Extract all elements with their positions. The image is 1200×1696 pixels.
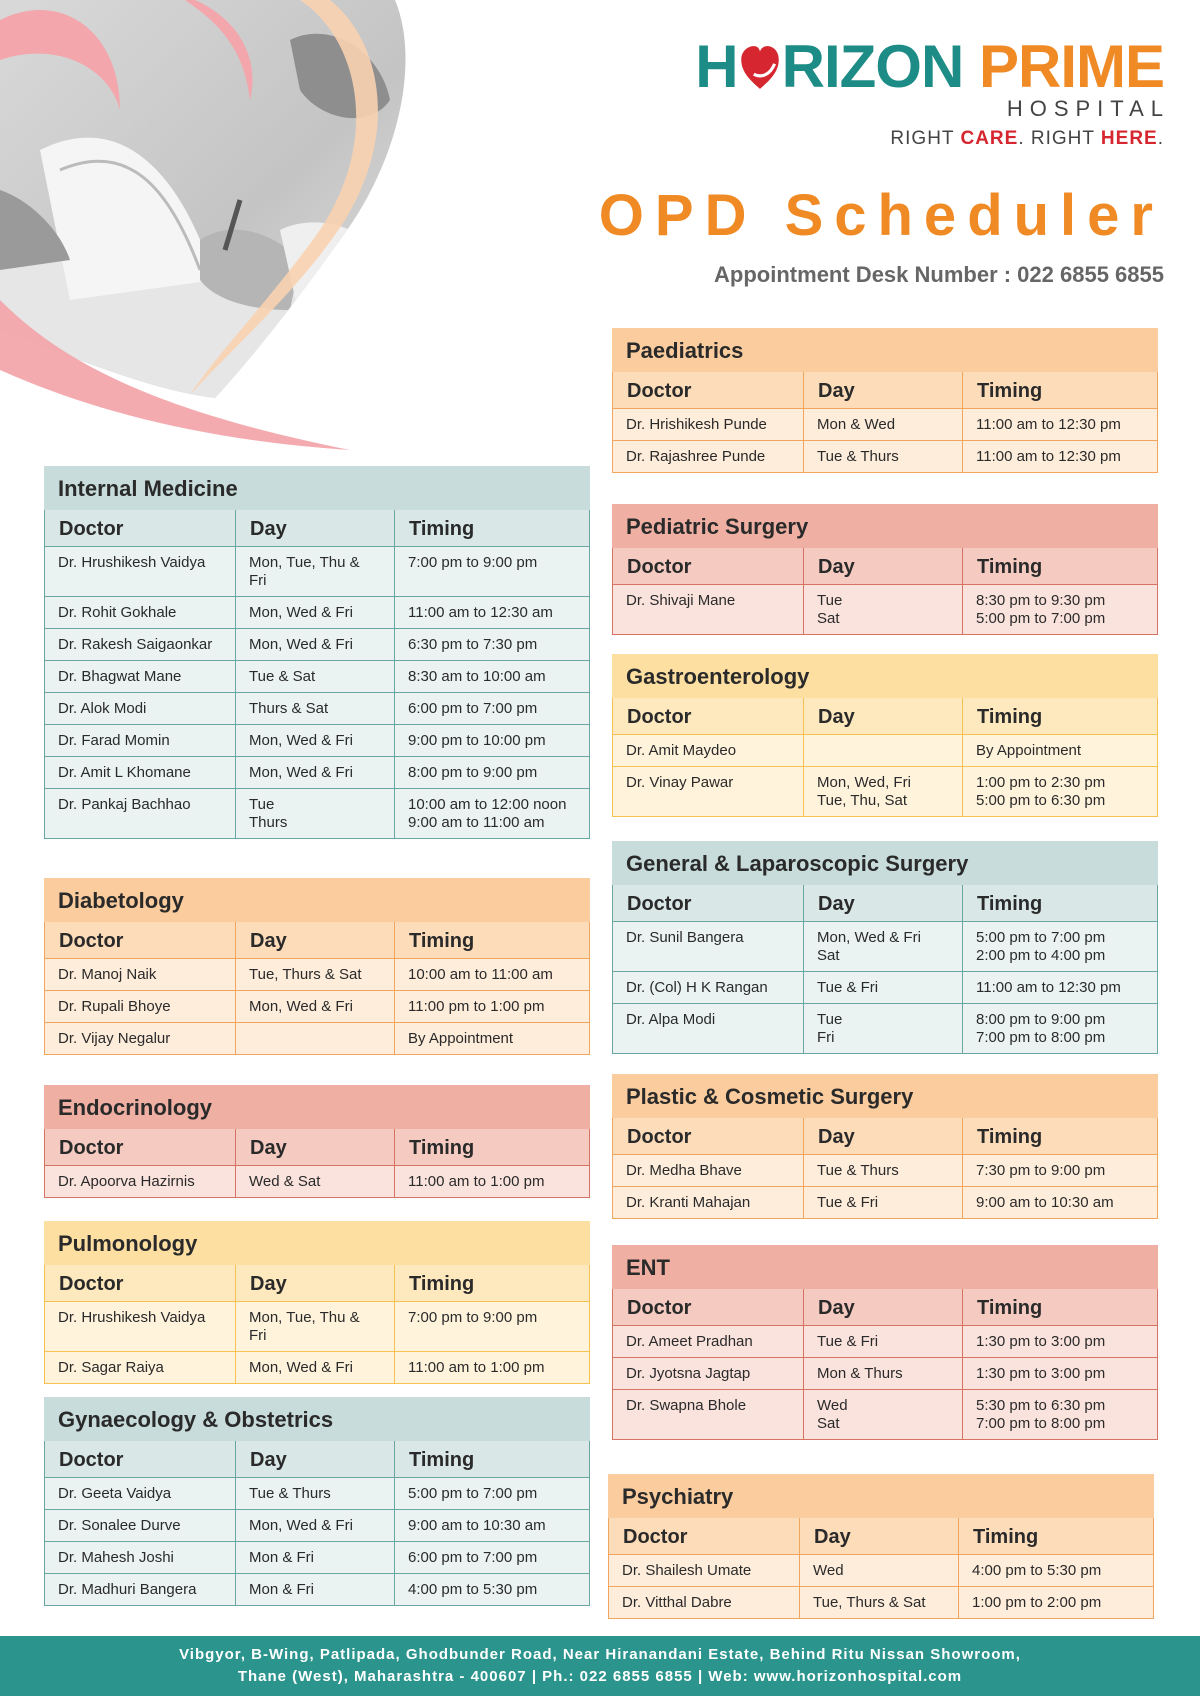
- table-row: [45, 990, 589, 1022]
- dept-table-gastroenterology: [612, 654, 1158, 817]
- column-header-timing: Timing: [962, 548, 1159, 584]
- cell-doctor: Dr. Hrushikesh Vaidya: [58, 1309, 206, 1326]
- footer-line-2: Thane (West), Maharashtra - 400607 | Ph.: 022 6855 6855 | Web: www.horizonhospital.com: [237, 1668, 963, 1685]
- cell-doctor: Dr. (Col) H K Rangan: [626, 979, 768, 996]
- cell-day: Mon & Wed: [803, 409, 962, 440]
- dept-title: General & Laparoscopic Surgery: [612, 841, 1158, 885]
- column-header-doctor: Doctor: [59, 930, 124, 952]
- column-header-timing: Timing: [962, 1289, 1159, 1325]
- cell-doctor: Dr. Vijay Negalur: [58, 1030, 171, 1047]
- dept-title: Gynaecology & Obstetrics: [44, 1397, 590, 1441]
- cell-day: Tue & Fri: [803, 1326, 962, 1357]
- table-body: [44, 1165, 590, 1198]
- cell-doctor: Dr. Apoorva Hazirnis: [58, 1173, 195, 1190]
- cell-timing: 1:30 pm to 3:00 pm: [962, 1326, 1159, 1357]
- cell-timing: 1:00 pm to 2:00 pm: [958, 1587, 1155, 1618]
- table-row: [45, 546, 589, 596]
- column-header-day: Day: [235, 1441, 394, 1477]
- table-row: [609, 1554, 1153, 1586]
- table-row: [45, 1022, 589, 1054]
- logo-wordmark: [644, 33, 1164, 100]
- column-header-timing: Timing: [394, 1129, 591, 1165]
- cell-doctor: Dr. Hrishikesh Punde: [626, 416, 767, 433]
- cell-doctor: Dr. Hrushikesh Vaidya: [58, 554, 206, 571]
- table-row: [613, 1154, 1157, 1186]
- dept-title: Paediatrics: [612, 328, 1158, 372]
- cell-day: Tue, Thurs & Sat: [799, 1587, 958, 1618]
- cell-doctor: Dr. Madhuri Bangera: [58, 1581, 197, 1598]
- dept-title: Internal Medicine: [44, 466, 590, 510]
- cell-day: Mon & Thurs: [803, 1358, 962, 1389]
- cell-doctor: Dr. Alok Modi: [58, 700, 147, 717]
- column-header-doctor: Doctor: [627, 1126, 692, 1148]
- table-body: [608, 1554, 1154, 1619]
- cell-doctor: Dr. Manoj Naik: [58, 966, 157, 983]
- column-header-doctor: Doctor: [59, 518, 124, 540]
- table-row: [45, 596, 589, 628]
- dept-title: Plastic & Cosmetic Surgery: [612, 1074, 1158, 1118]
- cell-day: Mon, Wed & Fri: [235, 1352, 394, 1383]
- table-row: [45, 958, 589, 990]
- column-header-day: Day: [803, 885, 962, 921]
- table-header: [44, 922, 590, 958]
- column-header-doctor: Doctor: [59, 1273, 124, 1295]
- table-body: [612, 1325, 1158, 1440]
- cell-timing: 8:30 pm to 9:30 pm 5:00 pm to 7:00 pm: [962, 585, 1159, 634]
- cell-timing: 11:00 am to 12:30 pm: [962, 972, 1159, 1003]
- cell-day: Tue Thurs: [235, 789, 394, 838]
- table-row: [613, 1003, 1157, 1053]
- cell-day: Mon, Tue, Thu & Fri: [235, 547, 394, 596]
- cell-day: Tue & Thurs: [803, 1155, 962, 1186]
- cell-doctor: Dr. Geeta Vaidya: [58, 1485, 172, 1502]
- column-header-day: Day: [803, 1289, 962, 1325]
- cell-day: Mon, Wed & Fri: [235, 629, 394, 660]
- column-header-doctor: Doctor: [627, 380, 692, 402]
- table-body: [44, 546, 590, 839]
- table-row: [613, 584, 1157, 634]
- table-row: [609, 1586, 1153, 1618]
- cell-doctor: Dr. Jyotsna Jagtap: [626, 1365, 751, 1382]
- column-header-day: Day: [235, 510, 394, 546]
- cell-timing: 6:00 pm to 7:00 pm: [394, 693, 591, 724]
- column-header-timing: Timing: [394, 1265, 591, 1301]
- cell-doctor: Dr. Ameet Pradhan: [626, 1333, 753, 1350]
- table-body: [612, 408, 1158, 473]
- cell-timing: 1:30 pm to 3:00 pm: [962, 1358, 1159, 1389]
- table-row: [45, 1165, 589, 1197]
- cell-doctor: Dr. Sonalee Durve: [58, 1517, 181, 1534]
- cell-day: Mon, Wed & Fri: [235, 725, 394, 756]
- column-header-timing: Timing: [394, 922, 591, 958]
- dept-title: Pulmonology: [44, 1221, 590, 1265]
- dept-table-plastic-cosmetic-surgery: [612, 1074, 1158, 1219]
- column-header-day: Day: [235, 1265, 394, 1301]
- dept-title: Gastroenterology: [612, 654, 1158, 698]
- column-header-doctor: Doctor: [59, 1449, 124, 1471]
- dept-table-general-laparoscopic-surgery: [612, 841, 1158, 1054]
- cell-timing: 9:00 pm to 10:00 pm: [394, 725, 591, 756]
- cell-doctor: Dr. Amit L Khomane: [58, 764, 191, 781]
- cell-timing: 10:00 am to 12:00 noon 9:00 am to 11:00 am: [394, 789, 591, 838]
- column-header-timing: Timing: [958, 1518, 1155, 1554]
- table-row: [45, 628, 589, 660]
- logo-subname: HOSPITAL: [1006, 96, 1170, 121]
- cell-doctor: Dr. Rajashree Punde: [626, 448, 766, 465]
- column-header-day: Day: [235, 1129, 394, 1165]
- cell-day: Mon & Fri: [235, 1542, 394, 1573]
- cell-day: Mon, Wed, Fri Tue, Thu, Sat: [803, 767, 962, 816]
- tagline-part: .: [1157, 128, 1164, 149]
- dept-table-gynaecology-obstetrics: [44, 1397, 590, 1606]
- table-row: [613, 1186, 1157, 1218]
- cell-day: Mon, Wed & Fri: [235, 991, 394, 1022]
- cell-day: Thurs & Sat: [235, 693, 394, 724]
- cell-timing: 9:00 am to 10:30 am: [962, 1187, 1159, 1218]
- dept-table-internal-medicine: [44, 466, 590, 839]
- table-row: [45, 1301, 589, 1351]
- footer-line-1: Vibgyor, B-Wing, Patlipada, Ghodbunder Road, Near Hiranandani Estate, Behind Ritu Nissan Showroom,: [179, 1646, 1021, 1663]
- cell-timing: 7:30 pm to 9:00 pm: [962, 1155, 1159, 1186]
- table-row: [613, 1357, 1157, 1389]
- cell-doctor: Dr. Rohit Gokhale: [58, 604, 177, 621]
- table-row: [45, 1541, 589, 1573]
- cell-day: [803, 735, 962, 766]
- cell-day: Mon & Fri: [235, 1574, 394, 1605]
- column-header-doctor: Doctor: [627, 893, 692, 915]
- table-row: [45, 1477, 589, 1509]
- cell-timing: 4:00 pm to 5:30 pm: [394, 1574, 591, 1605]
- table-row: [613, 1389, 1157, 1439]
- dept-table-paediatrics: [612, 328, 1158, 473]
- table-row: [613, 766, 1157, 816]
- cell-day: Wed: [799, 1555, 958, 1586]
- table-body: [44, 1477, 590, 1606]
- cell-day: Tue & Thurs: [235, 1478, 394, 1509]
- table-row: [45, 660, 589, 692]
- cell-timing: 11:00 am to 1:00 pm: [394, 1352, 591, 1383]
- cell-timing: 8:30 am to 10:00 am: [394, 661, 591, 692]
- cell-day: Mon, Wed & Fri Sat: [803, 922, 962, 971]
- cell-timing: By Appointment: [394, 1023, 591, 1054]
- table-row: [45, 788, 589, 838]
- cell-day: [235, 1023, 394, 1054]
- table-body: [612, 584, 1158, 635]
- column-header-timing: Timing: [394, 510, 591, 546]
- cell-timing: 4:00 pm to 5:30 pm: [958, 1555, 1155, 1586]
- table-header: [44, 510, 590, 546]
- cell-timing: 11:00 am to 12:30 pm: [962, 409, 1159, 440]
- table-row: [613, 971, 1157, 1003]
- cell-timing: 5:00 pm to 7:00 pm 2:00 pm to 4:00 pm: [962, 922, 1159, 971]
- cell-doctor: Dr. Medha Bhave: [626, 1162, 742, 1179]
- table-row: [613, 408, 1157, 440]
- table-body: [44, 958, 590, 1055]
- table-header: [612, 885, 1158, 921]
- table-row: [613, 440, 1157, 472]
- cell-doctor: Dr. Pankaj Bachhao: [58, 796, 191, 813]
- cell-day: Mon, Tue, Thu & Fri: [235, 1302, 394, 1351]
- dept-table-endocrinology: [44, 1085, 590, 1198]
- cell-doctor: Dr. Shailesh Umate: [622, 1562, 752, 1579]
- cell-timing: 7:00 pm to 9:00 pm: [394, 1302, 591, 1351]
- column-header-day: Day: [803, 372, 962, 408]
- cell-doctor: Dr. Rupali Bhoye: [58, 998, 171, 1015]
- cell-timing: By Appointment: [962, 735, 1159, 766]
- column-header-timing: Timing: [962, 372, 1159, 408]
- cell-doctor: Dr. Shivaji Mane: [626, 592, 736, 609]
- table-body: [612, 734, 1158, 817]
- dept-table-pulmonology: [44, 1221, 590, 1384]
- column-header-doctor: Doctor: [623, 1526, 688, 1548]
- logo-rizon: RIZON: [781, 33, 964, 100]
- table-row: [613, 1325, 1157, 1357]
- table-row: [613, 734, 1157, 766]
- cell-day: Mon, Wed & Fri: [235, 597, 394, 628]
- cell-day: Mon, Wed & Fri: [235, 1510, 394, 1541]
- cell-doctor: Dr. Mahesh Joshi: [58, 1549, 174, 1566]
- cell-timing: 11:00 am to 1:00 pm: [394, 1166, 591, 1197]
- logo-h: H: [695, 33, 738, 100]
- tagline-care: CARE: [960, 128, 1019, 149]
- table-header: [608, 1518, 1154, 1554]
- dept-table-pediatric-surgery: [612, 504, 1158, 635]
- tagline-part: RIGHT: [890, 128, 961, 149]
- table-header: [612, 1289, 1158, 1325]
- cell-timing: 11:00 am to 12:30 pm: [962, 441, 1159, 472]
- cell-doctor: Dr. Sunil Bangera: [626, 929, 744, 946]
- cell-doctor: Dr. Rakesh Saigaonkar: [58, 636, 213, 653]
- cell-day: Tue Sat: [803, 585, 962, 634]
- column-header-timing: Timing: [962, 885, 1159, 921]
- cell-day: Tue & Sat: [235, 661, 394, 692]
- table-row: [613, 921, 1157, 971]
- column-header-day: Day: [235, 922, 394, 958]
- dept-table-diabetology: [44, 878, 590, 1055]
- table-header: [612, 548, 1158, 584]
- column-header-timing: Timing: [962, 698, 1159, 734]
- cell-doctor: Dr. Sagar Raiya: [58, 1359, 164, 1376]
- table-row: [45, 1351, 589, 1383]
- cell-timing: 8:00 pm to 9:00 pm: [394, 757, 591, 788]
- cell-doctor: Dr. Vinay Pawar: [626, 774, 734, 791]
- cell-timing: 8:00 pm to 9:00 pm 7:00 pm to 8:00 pm: [962, 1004, 1159, 1053]
- cell-doctor: Dr. Farad Momin: [58, 732, 170, 749]
- dept-title: Diabetology: [44, 878, 590, 922]
- cell-timing: 9:00 am to 10:30 am: [394, 1510, 591, 1541]
- cell-timing: 11:00 am to 12:30 am: [394, 597, 591, 628]
- table-row: [45, 756, 589, 788]
- table-row: [45, 1573, 589, 1605]
- cell-day: Wed Sat: [803, 1390, 962, 1439]
- table-row: [45, 724, 589, 756]
- cell-doctor: Dr. Vitthal Dabre: [622, 1594, 732, 1611]
- cell-doctor: Dr. Bhagwat Mane: [58, 668, 182, 685]
- cell-doctor: Dr. Amit Maydeo: [626, 742, 737, 759]
- tagline-part: . RIGHT: [1018, 128, 1101, 149]
- column-header-day: Day: [799, 1518, 958, 1554]
- footer-address: [0, 1636, 1200, 1696]
- column-header-doctor: Doctor: [627, 556, 692, 578]
- table-body: [612, 1154, 1158, 1219]
- cell-timing: 7:00 pm to 9:00 pm: [394, 547, 591, 596]
- column-header-doctor: Doctor: [627, 706, 692, 728]
- cell-day: Tue Fri: [803, 1004, 962, 1053]
- cell-day: Tue & Fri: [803, 972, 962, 1003]
- cell-day: Wed & Sat: [235, 1166, 394, 1197]
- table-header: [612, 698, 1158, 734]
- column-header-doctor: Doctor: [627, 1297, 692, 1319]
- dept-table-psychiatry: [608, 1474, 1154, 1619]
- cell-timing: 6:00 pm to 7:00 pm: [394, 1542, 591, 1573]
- cell-timing: 1:00 pm to 2:30 pm 5:00 pm to 6:30 pm: [962, 767, 1159, 816]
- column-header-day: Day: [803, 1118, 962, 1154]
- cell-doctor: Dr. Kranti Mahajan: [626, 1194, 751, 1211]
- dept-title: Psychiatry: [608, 1474, 1154, 1518]
- column-header-doctor: Doctor: [59, 1137, 124, 1159]
- appointment-desk-number: Appointment Desk Number : 022 6855 6855: [714, 262, 1164, 287]
- column-header-day: Day: [803, 698, 962, 734]
- cell-timing: 10:00 am to 11:00 am: [394, 959, 591, 990]
- page-title: OPD Scheduler: [598, 183, 1164, 248]
- dept-title: Endocrinology: [44, 1085, 590, 1129]
- heart-icon: [739, 43, 781, 93]
- cell-timing: 5:00 pm to 7:00 pm: [394, 1478, 591, 1509]
- cell-doctor: Dr. Alpa Modi: [626, 1011, 716, 1028]
- table-header: [612, 1118, 1158, 1154]
- table-header: [612, 372, 1158, 408]
- cell-day: Tue & Fri: [803, 1187, 962, 1218]
- table-header: [44, 1129, 590, 1165]
- logo-prime: PRIME: [978, 33, 1164, 100]
- table-body: [612, 921, 1158, 1054]
- table-row: [45, 1509, 589, 1541]
- cell-day: Tue & Thurs: [803, 441, 962, 472]
- table-row: [45, 692, 589, 724]
- table-header: [44, 1265, 590, 1301]
- cell-timing: 11:00 pm to 1:00 pm: [394, 991, 591, 1022]
- dept-title: Pediatric Surgery: [612, 504, 1158, 548]
- hospital-logo: [644, 33, 1170, 150]
- dept-title: ENT: [612, 1245, 1158, 1289]
- column-header-timing: Timing: [394, 1441, 591, 1477]
- cell-day: Mon, Wed & Fri: [235, 757, 394, 788]
- cell-doctor: Dr. Swapna Bhole: [626, 1397, 747, 1414]
- cell-day: Tue, Thurs & Sat: [235, 959, 394, 990]
- table-body: [44, 1301, 590, 1384]
- dept-table-ent: [612, 1245, 1158, 1440]
- column-header-timing: Timing: [962, 1118, 1159, 1154]
- column-header-day: Day: [803, 548, 962, 584]
- cell-timing: 6:30 pm to 7:30 pm: [394, 629, 591, 660]
- table-header: [44, 1441, 590, 1477]
- logo-tagline: [644, 128, 1164, 150]
- tagline-here: HERE: [1100, 128, 1158, 149]
- hero-image: [0, 0, 470, 455]
- cell-timing: 5:30 pm to 6:30 pm 7:00 pm to 8:00 pm: [962, 1390, 1159, 1439]
